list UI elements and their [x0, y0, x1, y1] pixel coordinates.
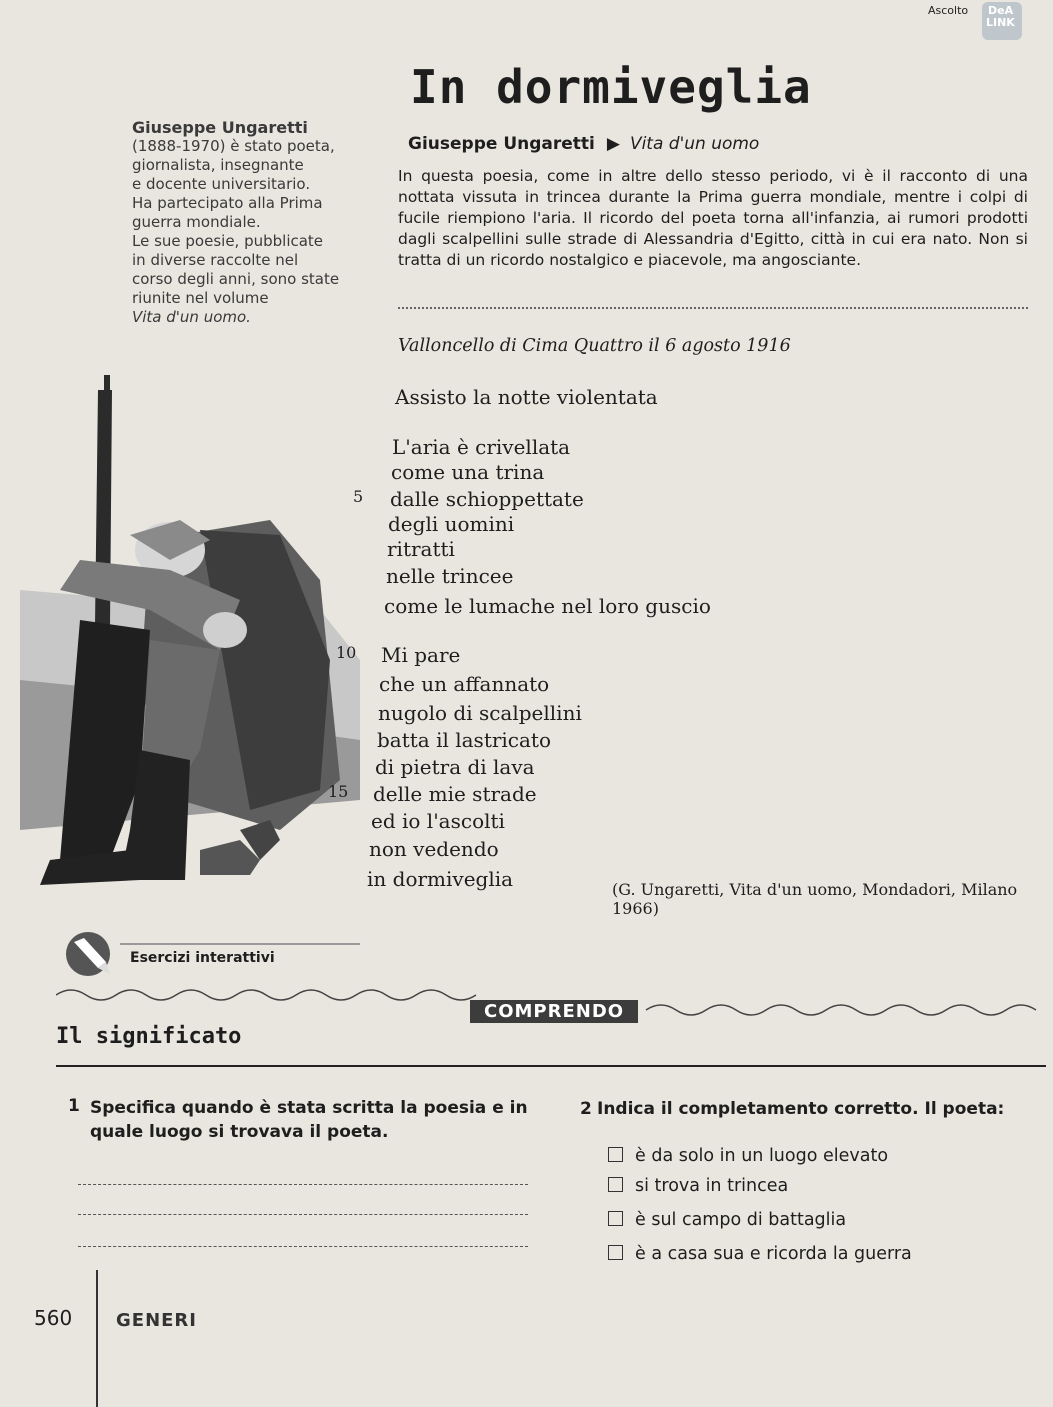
answer-line[interactable] — [78, 1184, 528, 1185]
option-label: si trova in trincea — [635, 1176, 789, 1196]
verse-3: come una trina — [391, 460, 545, 484]
option-4[interactable] — [608, 1244, 912, 1264]
verse-5: degli uomini — [388, 512, 515, 536]
bio-line: Ha partecipato alla Prima — [132, 194, 323, 212]
bio-line: Le sue poesie, pubblicate — [132, 232, 324, 250]
verse-11: nugolo di scalpellini — [378, 701, 582, 725]
soldier-illustration — [20, 360, 360, 905]
verse-6: ritratti — [387, 537, 455, 561]
dea-link-badge[interactable] — [982, 2, 1022, 40]
verse-13: di pietra di lava — [375, 755, 535, 779]
checkbox[interactable] — [608, 1211, 623, 1226]
section-heading: Il significato — [56, 1024, 242, 1049]
bio-line: (1888-1970) è stato poeta, — [132, 137, 335, 155]
poem-subtitle: Valloncello di Cima Quattro il 6 agosto 1916 — [398, 336, 791, 356]
pencil-icon[interactable] — [62, 928, 120, 980]
verse-8: come le lumache nel loro guscio — [384, 594, 711, 618]
q2-number: 2 — [580, 1099, 592, 1119]
genre-label: GENERI — [116, 1310, 197, 1331]
ref-author: Giuseppe Ungaretti — [408, 134, 595, 154]
option-label: è da solo in un luogo elevato — [635, 1146, 889, 1166]
divider — [120, 943, 360, 945]
bio-line: riunite nel volume — [132, 289, 269, 307]
checkbox[interactable] — [608, 1147, 623, 1162]
bio-line: in diverse raccolte nel — [132, 251, 299, 269]
bio-line: giornalista, insegnante — [132, 156, 304, 174]
verse-15: ed io l'ascolti — [371, 809, 505, 833]
play-arrow-icon: ▶ — [606, 134, 620, 154]
bio-name: Giuseppe Ungaretti — [132, 118, 308, 137]
dotted-divider — [398, 307, 1028, 309]
ref-work: Vita d'un uomo — [629, 134, 760, 154]
checkbox[interactable] — [608, 1245, 623, 1260]
verse-7: nelle trincee — [386, 564, 514, 588]
verse-2: L'aria è crivellata — [392, 435, 571, 459]
badge-line1: DeA — [988, 4, 1014, 17]
heading-underline — [56, 1065, 1046, 1067]
answer-line[interactable] — [78, 1246, 528, 1247]
page-title: In dormiveglia — [410, 60, 812, 114]
option-3[interactable] — [608, 1210, 846, 1230]
page-bar — [96, 1270, 98, 1407]
citation: (G. Ungaretti, Vita d'un uomo, Mondadori, Milano 1966) — [612, 880, 1018, 918]
verse-4: dalle schioppettate — [390, 487, 584, 511]
checkbox[interactable] — [608, 1177, 623, 1192]
verse-10: che un affannato — [379, 672, 550, 696]
interactive-exercises-link[interactable]: Esercizi interattivi — [130, 950, 275, 966]
verse-1: Assisto la notte violentata — [395, 385, 658, 409]
option-2[interactable] — [608, 1176, 788, 1196]
intro-paragraph: In questa poesia, come in altre dello stesso periodo, vi è il racconto di una nottata vissuta in trincea durante la Prima guerra mondiale, mentre i colpi di fucile riempiono l'aria. Il ricordo del poeta torna all'infanzia, ai rumori prodotti dagli scalpellini sulle strade di Alessandria d'Egitto, città in cui era nato. Non si tratta di un ricordo nostalgico e piacevole, ma angosciante. — [398, 167, 1028, 269]
option-label: è a casa sua e ricorda la guerra — [635, 1244, 912, 1264]
line-number-5: 5 — [353, 487, 364, 506]
bio-line: e docente universitario. — [132, 175, 311, 193]
verse-16: non vedendo — [369, 837, 499, 861]
bio-book: Vita d'un uomo. — [132, 308, 251, 326]
verse-14: delle mie strade — [373, 782, 537, 806]
question-1: Specifica quando è stata scritta la poesia e in quale luogo si trovava il poeta. — [90, 1098, 528, 1142]
option-1[interactable] — [608, 1146, 888, 1166]
verse-17: in dormiveglia — [367, 867, 514, 891]
verse-9: Mi pare — [381, 643, 461, 667]
page-number: 560 — [34, 1306, 73, 1330]
bio-line: corso degli anni, sono state — [132, 270, 340, 288]
q1-number: 1 — [68, 1096, 80, 1116]
option-label: è sul campo di battaglia — [635, 1210, 847, 1230]
answer-line[interactable] — [78, 1214, 528, 1215]
author-bio — [132, 118, 372, 327]
question-2: Indica il completamento corretto. Il poeta: — [597, 1099, 1005, 1119]
section-label: COMPRENDO — [470, 1000, 638, 1023]
bio-line: guerra mondiale. — [132, 213, 261, 231]
ascolto-label: Ascolto — [928, 4, 969, 17]
work-reference — [408, 134, 759, 154]
verse-12: batta il lastricato — [377, 728, 552, 752]
line-number-10: 10 — [336, 643, 357, 662]
line-number-15: 15 — [328, 782, 349, 801]
badge-line2: LINK — [986, 16, 1015, 29]
